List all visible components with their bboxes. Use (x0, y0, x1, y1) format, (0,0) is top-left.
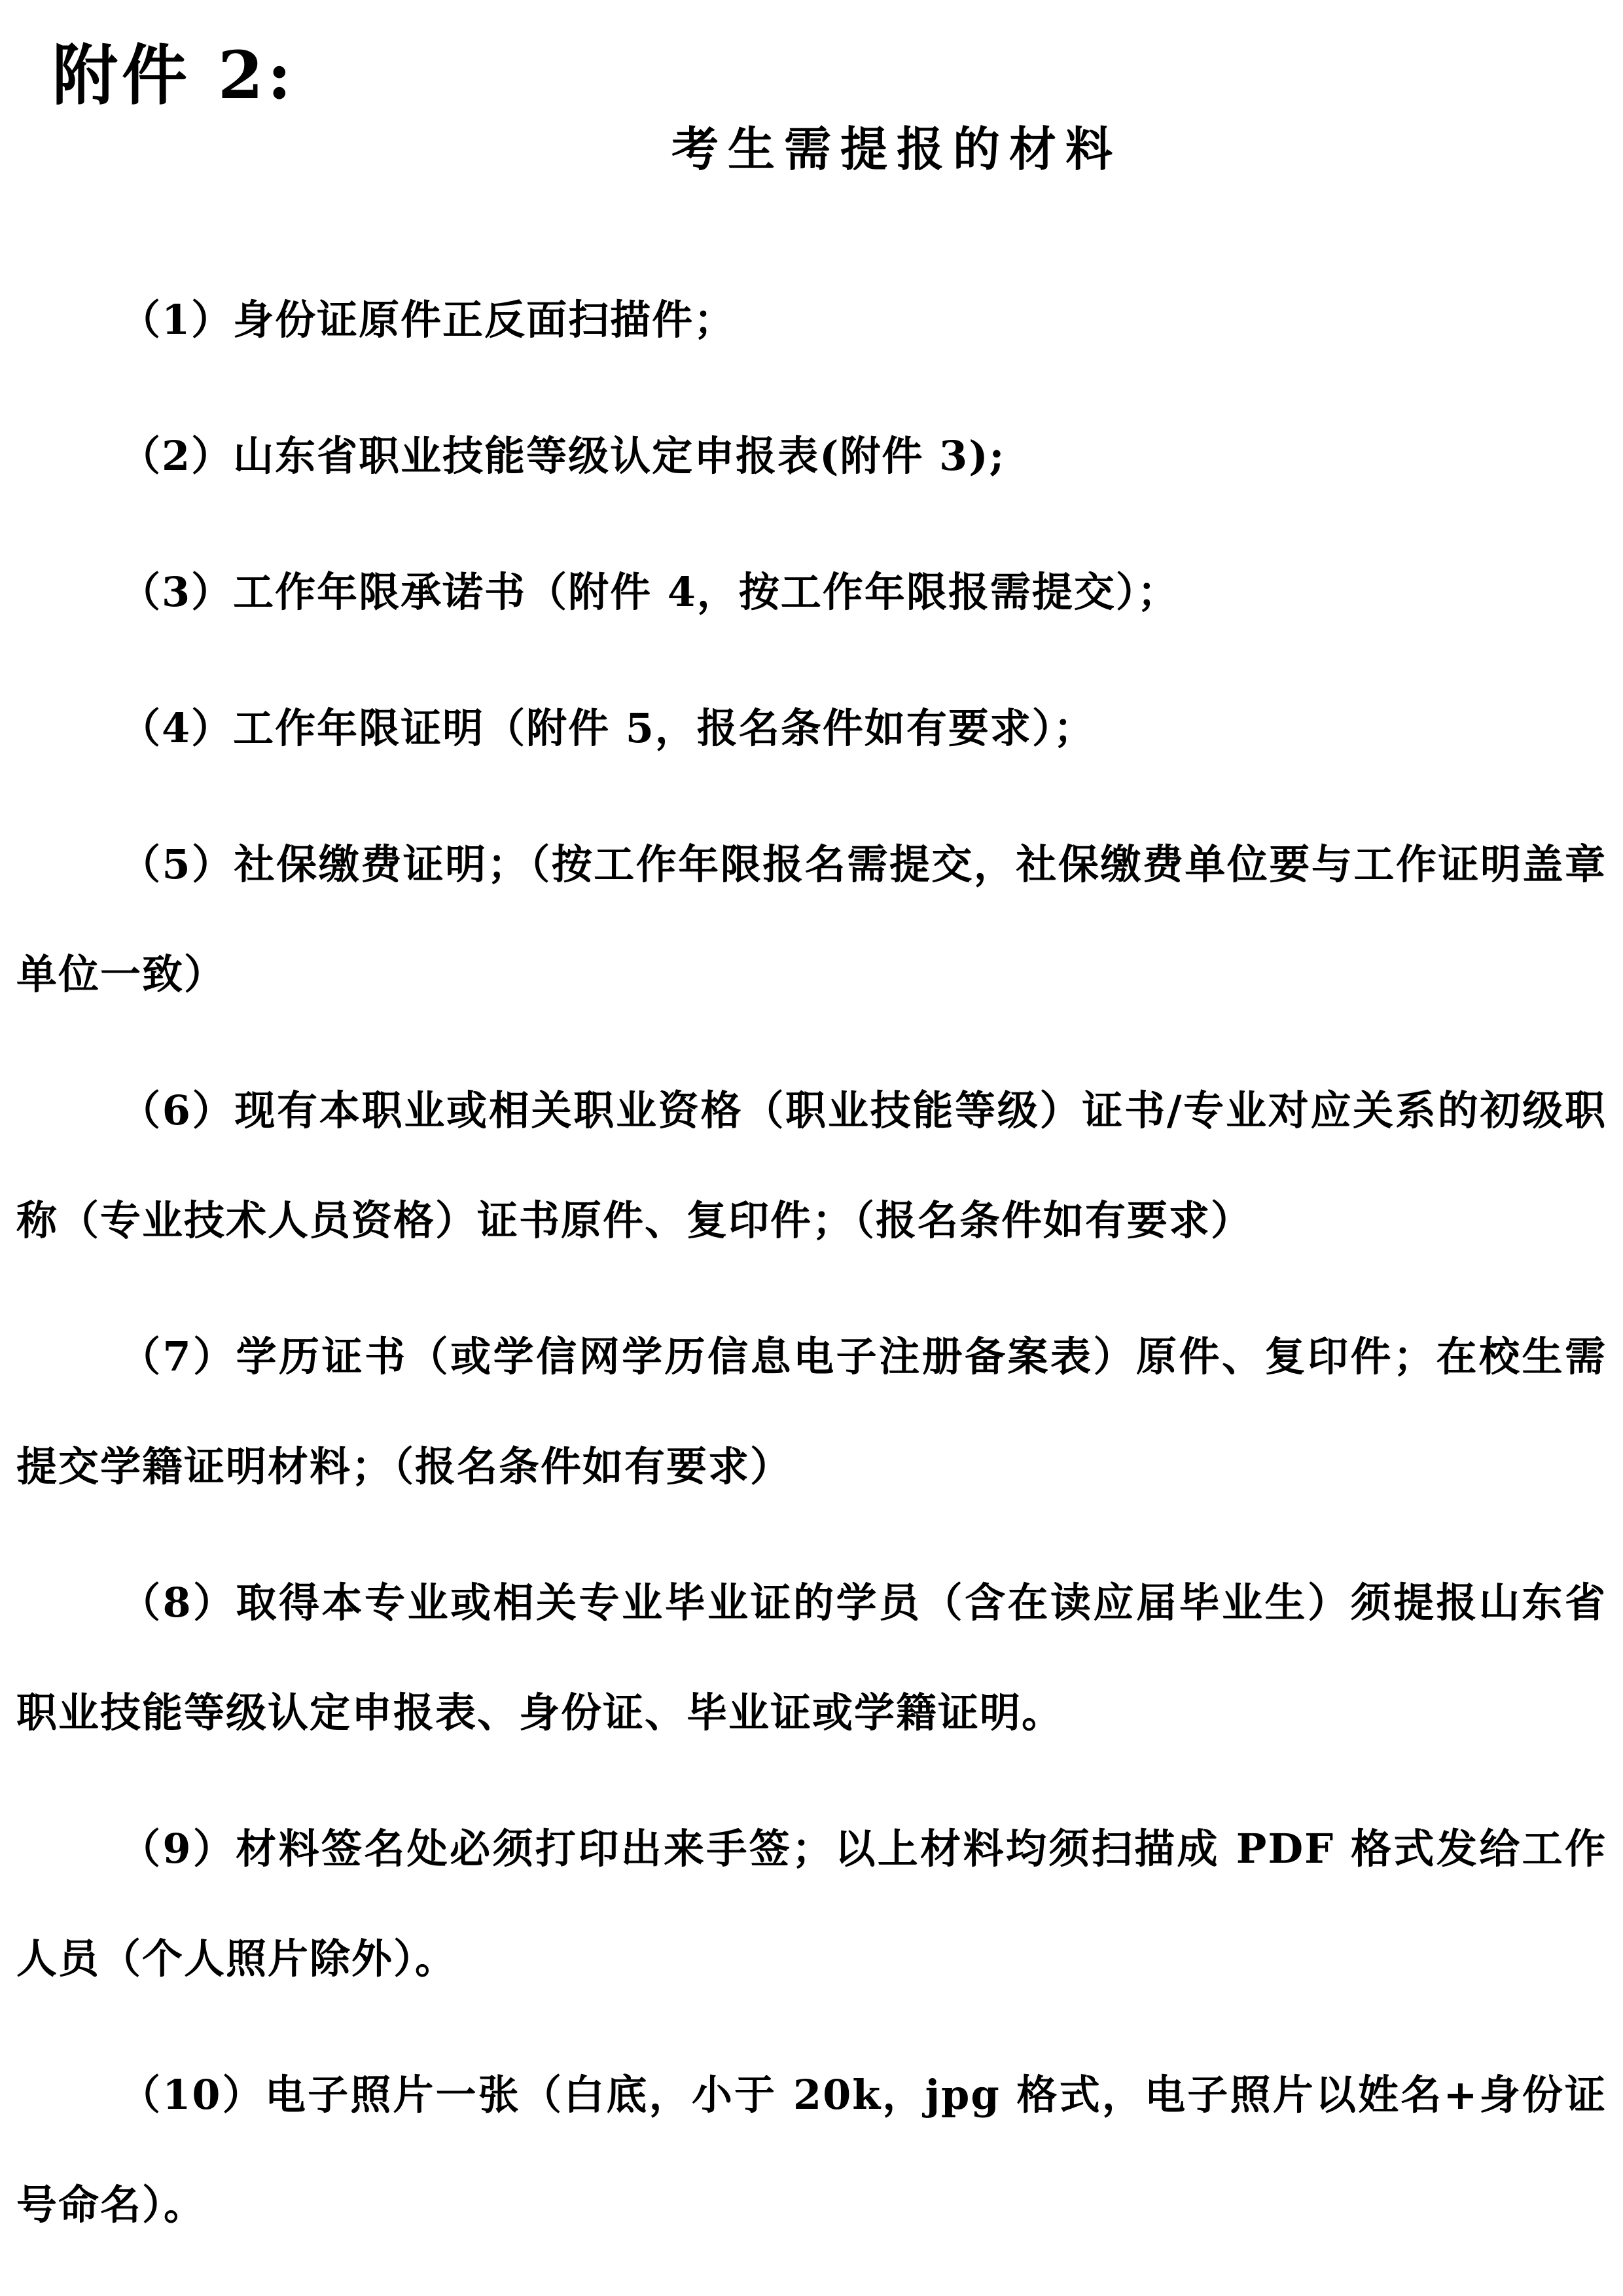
item-text: 社保缴费证明；（按工作年限报名需提交，社保缴费单位要与工作证明盖章单位一致） (16, 840, 1607, 998)
item-text: 电子照片一张（白底，小于 20k，jpg 格式，电子照片以姓名+身份证号命名）。 (16, 2071, 1607, 2229)
item-text: 现有本职业或相关职业资格（职业技能等级）证书/专业对应关系的初级职称（专业技术人员资格）证书原件、复印件；（报名条件如有要求） (16, 1086, 1607, 1244)
list-item (16, 2040, 1607, 2260)
list-item (16, 673, 1607, 783)
list-item (16, 1548, 1607, 1768)
item-text: 材料签名处必须打印出来手签；以上材料均须扫描成 PDF 格式发给工作人员（个人照片除外）。 (16, 1825, 1607, 1982)
item-text: 身份证原件正反面扫描件； (233, 296, 736, 344)
item-text: 取得本专业或相关专业毕业证的学员（含在读应届毕业生）须提报山东省职业技能等级认定申报表、身份证、毕业证或学籍证明。 (16, 1579, 1607, 1736)
list-item (16, 537, 1607, 647)
list-item (16, 265, 1607, 375)
list-item (16, 1794, 1607, 2014)
list-item (16, 1056, 1607, 1276)
item-number: （8） (120, 1579, 236, 1626)
item-number: （5） (120, 840, 234, 888)
item-text: 工作年限承诺书（附件 4，按工作年限报需提交）； (233, 568, 1179, 616)
materials-list (16, 265, 1607, 2286)
item-number: （9） (120, 1825, 236, 1873)
list-item (16, 1302, 1607, 1522)
item-number: （3） (120, 568, 234, 616)
attachment-label: 附件 2: (52, 37, 296, 114)
item-text: 学历证书（或学信网学历信息电子注册备案表）原件、复印件；在校生需提交学籍证明材料；（报名条件如有要求） (16, 1333, 1607, 1490)
item-text: 工作年限证明（附件 5，报名条件如有要求）； (233, 704, 1096, 752)
item-number: （4） (120, 704, 234, 752)
item-text: 山东省职业技能等级认定申报表(附件 3); (233, 432, 1006, 480)
list-item (16, 401, 1607, 511)
document-title: 考生需提报的材料 (671, 121, 1122, 177)
item-number: （2） (120, 432, 234, 480)
item-number: （1） (120, 296, 234, 344)
item-number: （10） (120, 2071, 265, 2119)
item-number: （6） (120, 1086, 235, 1134)
list-item (16, 810, 1607, 1030)
item-number: （7） (120, 1333, 236, 1380)
